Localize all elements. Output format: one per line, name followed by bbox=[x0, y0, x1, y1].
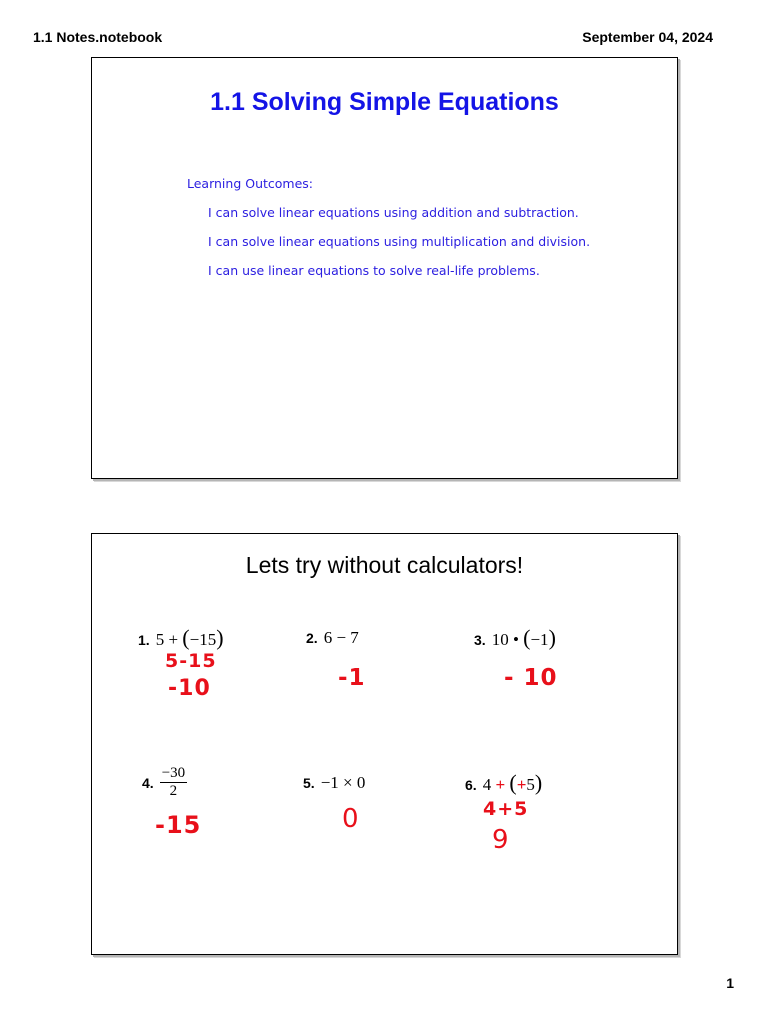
problem-number: 1. bbox=[138, 632, 150, 648]
problem-expression: 5 + bbox=[155, 630, 183, 649]
problem-number: 3. bbox=[474, 632, 486, 648]
fraction-denominator: 2 bbox=[169, 783, 178, 799]
problem-6 bbox=[465, 770, 542, 796]
paren-open: ( bbox=[509, 770, 517, 795]
fraction-numerator: −30 bbox=[161, 765, 186, 781]
slide-title: 1.1 Solving Simple Equations bbox=[210, 88, 559, 116]
problem-2 bbox=[306, 628, 359, 648]
learning-outcome-item: I can use linear equations to solve real-life problems. bbox=[208, 263, 540, 278]
problem-expression: −1 bbox=[530, 630, 549, 649]
problem-expression: −15 bbox=[189, 630, 217, 649]
problem-5 bbox=[303, 773, 365, 793]
learning-outcome-item: I can solve linear equations using addition and subtraction. bbox=[208, 205, 579, 220]
slide-title: Lets try without calculators! bbox=[245, 552, 524, 578]
problem-expression: 6 − 7 bbox=[323, 628, 359, 647]
handwritten-answer: 9 bbox=[492, 825, 510, 855]
handwritten-answer: -10 bbox=[168, 676, 211, 701]
problem-4 bbox=[142, 765, 187, 800]
problem-expression: 5 bbox=[526, 775, 535, 794]
handwritten-answer: - 10 bbox=[504, 665, 558, 691]
problem-expression: −1 × 0 bbox=[320, 773, 366, 792]
paren-open: ( bbox=[523, 625, 531, 650]
handwritten-plus-mark: + bbox=[495, 775, 506, 794]
handwritten-work: 5-15 bbox=[165, 650, 217, 672]
notebook-filename: 1.1 Notes.notebook bbox=[33, 29, 163, 45]
learning-outcome-item: I can solve linear equations using multiplication and division. bbox=[208, 234, 591, 249]
slide-practice-problems bbox=[91, 533, 678, 955]
page-number: 1 bbox=[726, 975, 734, 991]
handwritten-answer: -1 bbox=[338, 665, 366, 691]
problem-expression: 4 bbox=[482, 775, 496, 794]
problem-number: 4. bbox=[142, 774, 154, 791]
handwritten-answer: 0 bbox=[342, 804, 360, 834]
problem-3 bbox=[474, 625, 556, 651]
problem-expression: 10 • bbox=[491, 630, 524, 649]
handwritten-answer: -15 bbox=[155, 811, 202, 839]
slide-learning-outcomes bbox=[91, 57, 678, 479]
page-date: September 04, 2024 bbox=[582, 29, 713, 45]
problem-number: 2. bbox=[306, 630, 318, 646]
problem-1 bbox=[138, 625, 224, 651]
fraction bbox=[160, 765, 187, 800]
learning-outcomes-heading: Learning Outcomes: bbox=[187, 176, 314, 191]
handwritten-work: 4+5 bbox=[483, 798, 529, 820]
problem-number: 5. bbox=[303, 775, 315, 791]
paren-open: ( bbox=[182, 625, 190, 650]
handwritten-plus-mark: + bbox=[516, 775, 527, 794]
paren-close: ) bbox=[548, 625, 556, 650]
paren-close: ) bbox=[216, 625, 224, 650]
paren-close: ) bbox=[534, 770, 543, 795]
problem-number: 6. bbox=[465, 777, 477, 793]
